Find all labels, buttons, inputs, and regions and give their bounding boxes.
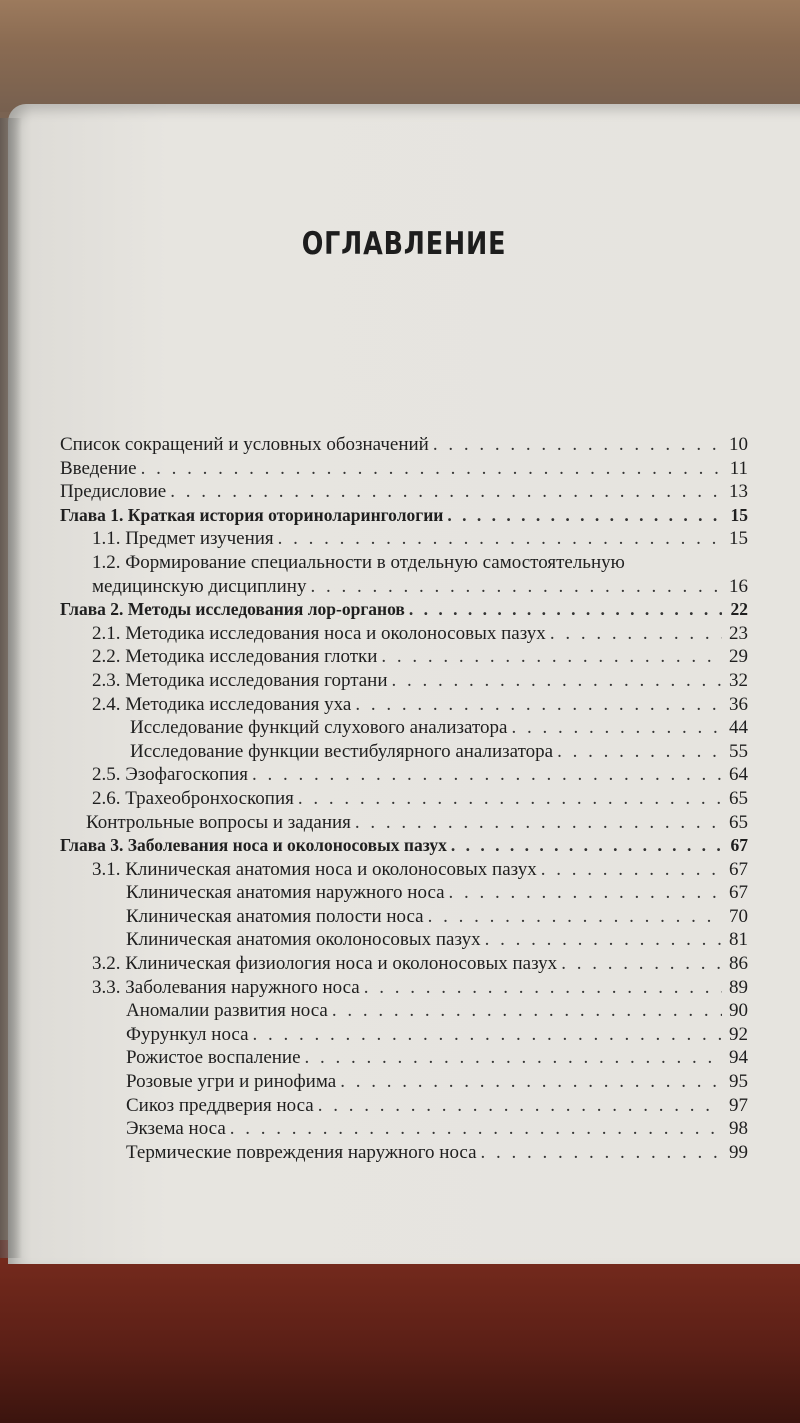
- dot-leader: [332, 999, 722, 1023]
- toc-entry: [60, 1046, 748, 1070]
- toc-entry-title: 1.1. Предмет изучения: [92, 528, 274, 550]
- toc-entry-title: 3.1. Клиническая анатомия носа и околоносовых пазух: [92, 858, 537, 880]
- toc-entry: [60, 716, 748, 740]
- toc-entry: [60, 480, 748, 504]
- toc-entry-page: 16: [729, 575, 748, 597]
- dot-leader: [433, 433, 722, 457]
- toc-entry: [60, 1023, 748, 1047]
- toc-entry-title: Клиническая анатомия полости носа: [126, 905, 424, 927]
- toc-entry-title: Сикоз преддверия носа: [126, 1094, 314, 1116]
- toc-entry-page: 23: [729, 622, 748, 644]
- toc-entry-page: 67: [729, 882, 748, 904]
- toc-entry-page: 86: [729, 953, 748, 975]
- toc-entry: [60, 811, 748, 835]
- toc-entry: [60, 999, 748, 1023]
- toc-entry-page: 11: [729, 457, 748, 479]
- toc-entry-title: Список сокращений и условных обозначений: [60, 434, 429, 455]
- toc-entry-page: 44: [729, 717, 748, 739]
- dot-leader: [253, 1023, 722, 1047]
- toc-entry-title: Экзема носа: [126, 1118, 226, 1140]
- toc-entry: [60, 1070, 748, 1094]
- table-of-contents: [60, 433, 748, 1164]
- toc-entry-page: 89: [729, 976, 748, 998]
- dot-leader: [364, 976, 722, 1000]
- toc-entry: [60, 1094, 748, 1118]
- toc-entry-page: 13: [729, 481, 748, 503]
- toc-entry: [60, 763, 748, 787]
- dot-leader: [511, 716, 722, 740]
- toc-entry: [60, 693, 748, 717]
- toc-entry-page: 65: [729, 811, 748, 833]
- dot-leader: [381, 645, 722, 669]
- toc-entry-page: 65: [729, 787, 748, 809]
- toc-entry: [60, 928, 748, 952]
- toc-entry-title: 3.3. Заболевания наружного носа: [92, 976, 360, 998]
- dot-leader: [318, 1094, 722, 1118]
- toc-chapter-title: Глава 2. Методы исследования лор-органов: [60, 599, 405, 620]
- dot-leader: [141, 457, 722, 481]
- toc-entry: [60, 787, 748, 811]
- toc-entry-page: 22: [730, 599, 748, 620]
- toc-entry-title-line: 1.2. Формирование специальности в отдельную самостоятельную: [92, 551, 625, 573]
- toc-entry: [60, 433, 748, 457]
- toc-entry-page: 32: [729, 669, 748, 691]
- toc-entry-title: 3.2. Клиническая физиология носа и околоносовых пазух: [92, 953, 558, 975]
- toc-entry-title: 2.4. Методика исследования уха: [92, 693, 352, 715]
- dot-leader: [557, 740, 722, 764]
- toc-entry-page: 70: [729, 905, 748, 927]
- toc-entry-page: 15: [730, 504, 748, 525]
- toc-entry: [60, 575, 748, 599]
- wooden-table-background: [0, 0, 800, 112]
- dot-leader: [355, 693, 722, 717]
- dot-leader: [392, 669, 722, 693]
- toc-entry: [60, 952, 748, 976]
- toc-entry-page: 97: [729, 1094, 748, 1116]
- toc-entry-page: 36: [729, 693, 748, 715]
- toc-chapter: [60, 598, 748, 622]
- toc-entry-page: 99: [729, 1141, 748, 1163]
- toc-entry-title: Клиническая анатомия наружного носа: [126, 882, 445, 904]
- toc-entry: [60, 1141, 748, 1165]
- toc-entry: [60, 645, 748, 669]
- dot-leader: [485, 928, 722, 952]
- toc-entry-page: 64: [729, 764, 748, 786]
- toc-entry: [60, 905, 748, 929]
- toc-entry: [60, 976, 748, 1000]
- toc-entry: [60, 858, 748, 882]
- toc-entry-page: 67: [730, 835, 748, 856]
- toc-entry: [60, 881, 748, 905]
- toc-entry-page: 55: [729, 740, 748, 762]
- toc-entry-page: 98: [729, 1118, 748, 1140]
- toc-entry-title: 2.1. Методика исследования носа и околоносовых пазух: [92, 622, 546, 644]
- toc-entry-title: Аномалии развития носа: [126, 1000, 328, 1022]
- dot-leader: [428, 905, 722, 929]
- toc-entry-title: Фурункул носа: [126, 1023, 249, 1045]
- toc-entry-title: медицинскую дисциплину: [92, 575, 307, 597]
- toc-chapter-title: Глава 3. Заболевания носа и околоносовых пазух: [60, 835, 447, 856]
- toc-entry-title: Термические повреждения наружного носа: [126, 1141, 477, 1163]
- dot-leader: [451, 834, 722, 858]
- dot-leader: [355, 811, 722, 835]
- dot-leader: [481, 1141, 722, 1165]
- toc-entry-page: 92: [729, 1023, 748, 1045]
- dot-leader: [305, 1046, 722, 1070]
- dot-leader: [541, 858, 722, 882]
- toc-entry: [60, 669, 748, 693]
- toc-entry-title: Розовые угри и ринофима: [126, 1071, 337, 1093]
- dot-leader: [561, 952, 722, 976]
- dot-leader: [550, 622, 722, 646]
- dot-leader: [230, 1117, 722, 1141]
- toc-entry: [60, 622, 748, 646]
- book-spine-shadow: [0, 118, 22, 1258]
- toc-entry-title: Введение: [60, 457, 137, 479]
- toc-entry-title: Контрольные вопросы и задания: [86, 811, 351, 833]
- toc-chapter: [60, 504, 748, 528]
- dot-leader: [252, 763, 722, 787]
- toc-entry-page: 15: [729, 528, 748, 550]
- toc-entry-title: Рожистое воспаление: [126, 1047, 301, 1069]
- toc-entry-title: Предисловие: [60, 481, 167, 503]
- toc-entry-title: 2.2. Методика исследования глотки: [92, 646, 378, 668]
- toc-entry-page: 81: [729, 929, 748, 951]
- toc-entry-page: 10: [729, 434, 748, 455]
- dot-leader: [298, 787, 722, 811]
- toc-entry-title: 2.5. Эзофагоскопия: [92, 764, 248, 786]
- dot-leader: [447, 504, 722, 528]
- toc-chapter: [60, 834, 748, 858]
- dot-leader: [449, 881, 722, 905]
- page-heading: ОГЛАВЛЕНИЕ: [301, 226, 507, 262]
- toc-entry: [60, 527, 748, 551]
- toc-entry-title: Клиническая анатомия околоносовых пазух: [126, 929, 481, 951]
- red-surface-background: [0, 1240, 800, 1423]
- toc-chapter-title: Глава 1. Краткая история оториноларингологии: [60, 504, 444, 525]
- toc-entry-page: 95: [729, 1071, 748, 1093]
- toc-entry-page: 90: [729, 1000, 748, 1022]
- dot-leader: [340, 1070, 722, 1094]
- toc-entry-title: Исследование функций слухового анализатора: [130, 717, 508, 739]
- toc-entry: [60, 457, 748, 481]
- dot-leader: [170, 480, 722, 504]
- toc-entry: [60, 1117, 748, 1141]
- toc-entry: [60, 740, 748, 764]
- dot-leader: [278, 527, 722, 551]
- dot-leader: [310, 575, 722, 599]
- toc-entry-page: 67: [729, 858, 748, 880]
- toc-entry-title: 2.6. Трахеобронхоскопия: [92, 787, 294, 809]
- toc-entry-page: 94: [729, 1047, 748, 1069]
- toc-entry-title: 2.3. Методика исследования гортани: [92, 669, 388, 691]
- toc-entry-page: 29: [729, 646, 748, 668]
- toc-entry-title: Исследование функции вестибулярного анализатора: [130, 740, 554, 762]
- dot-leader: [409, 598, 722, 622]
